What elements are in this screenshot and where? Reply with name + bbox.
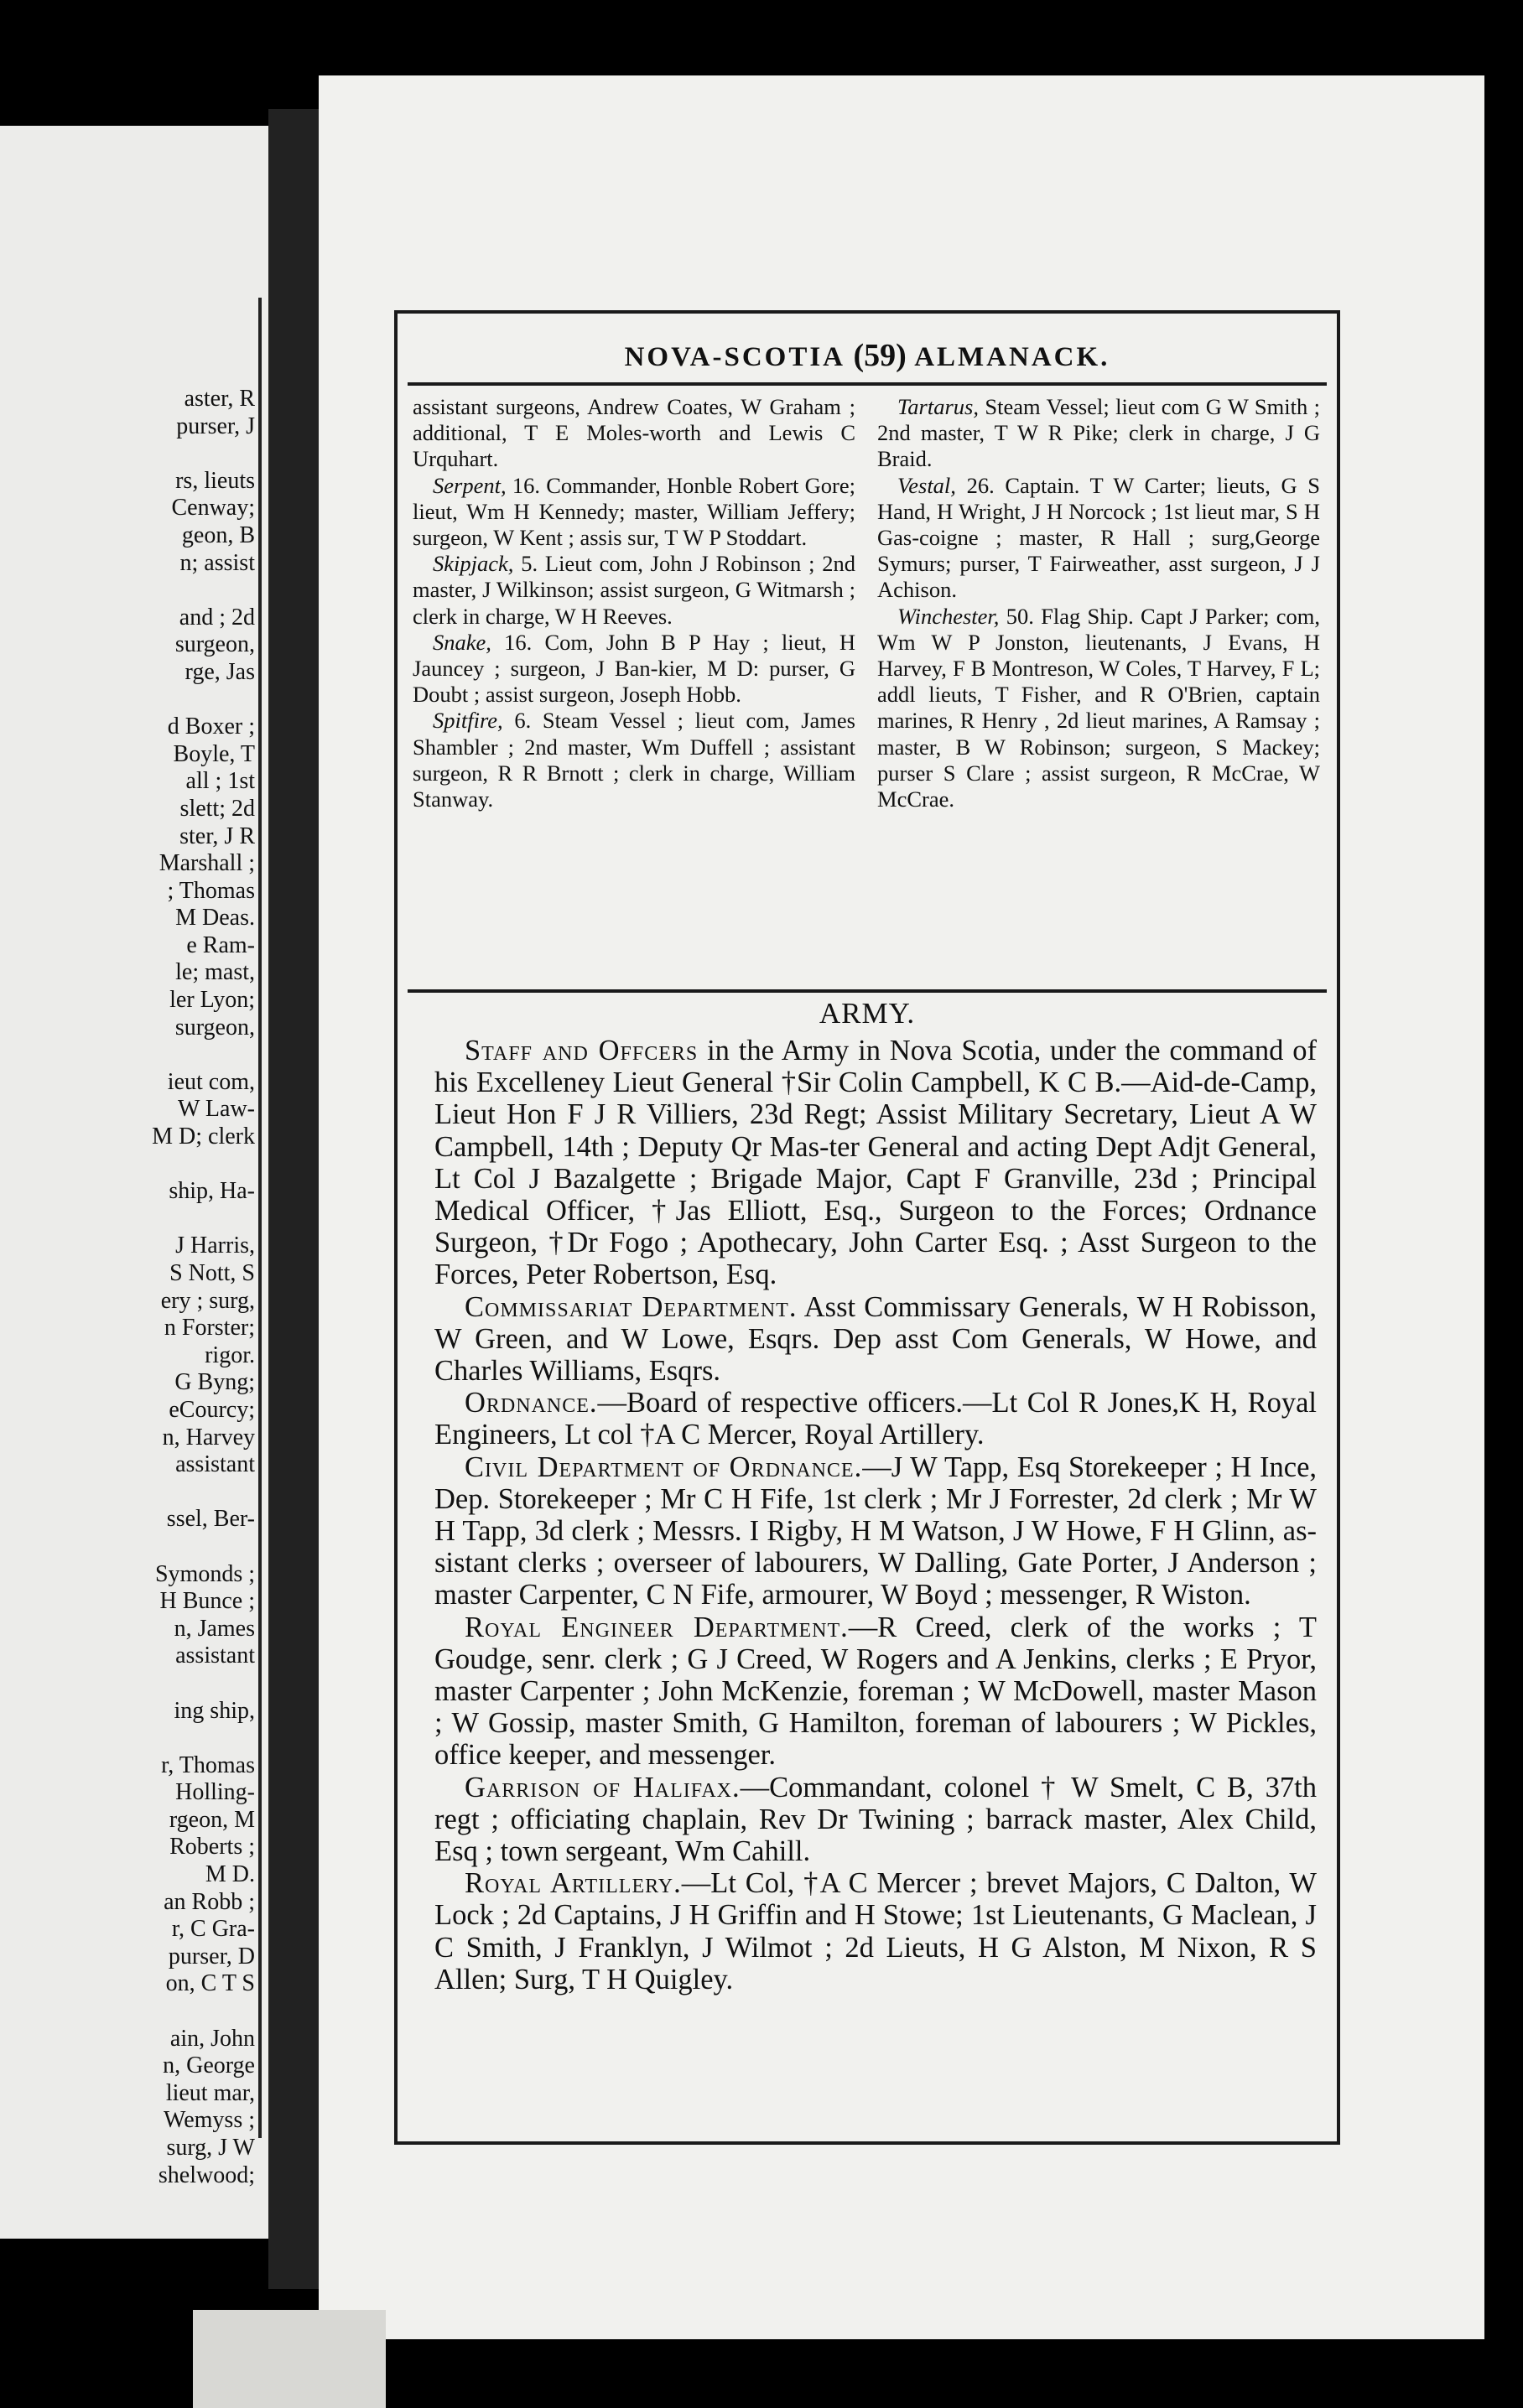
army-paragraph-heading: Royal Artillery. [465, 1867, 682, 1900]
army-paragraph [434, 1772, 1317, 1868]
left-page-line: and ; 2d [179, 604, 255, 631]
left-page-line: ; Thomas [167, 877, 255, 904]
ship-entry-text: 26. Captain. T W Carter; lieuts, G S Hand, H Wright, J H Norcock ; 1st lieut mar, S H Gas-coigne ; master, R Hall ; surg,George Symurs; purser, T Fairweather, asst surgeon, J J Achison. [877, 472, 1320, 603]
ship-entry-text: 16. Com, John B P Hay ; lieut, H Jauncey ; surgeon, J Ban-kier, M D: purser, G Doubt ; assist surgeon, Joseph Hobb. [413, 629, 855, 708]
ship-entry-text: assistant surgeons, Andrew Coates, W Graham ; additional, T E Moles-worth and Lewis C Urquhart. [413, 394, 855, 472]
left-page-line: on, C T S [165, 1970, 255, 1997]
ship-entry [877, 394, 1320, 473]
left-page-line: lieut mar, [165, 2079, 255, 2106]
army-paragraph-heading: Garrison of Halifax. [465, 1771, 741, 1803]
army-paragraph-heading: Ordnance. [465, 1387, 598, 1419]
left-page-line: n Forster; [164, 1315, 255, 1342]
army-paragraph [434, 1387, 1317, 1451]
army-paragraph [434, 1451, 1317, 1611]
left-page-line: aster, R [184, 386, 255, 412]
navy-left-column [413, 394, 855, 812]
ship-entry [413, 551, 855, 630]
army-paragraph-heading: Royal Engineer Department. [465, 1611, 849, 1643]
left-page-line: purser, D [168, 1943, 255, 1969]
left-page-line: assistant [175, 1451, 255, 1478]
left-page-line: ain, John [169, 2025, 255, 2052]
left-page-line: Roberts ; [169, 1834, 255, 1860]
ship-entry-text: 50. Flag Ship. Capt J Parker; com, Wm W P Jonston, lieutenants, J Evans, H Harvey, F B Montreson, W Coles, T Harvey, F L; addl lieuts, T Fisher, and R O'Brien, captain marines, R Henry , 2d lieut marines, A Ramsay ; master, B W Robinson; surgeon, S Mackey; purser S Clare ; assist surgeon, R McCrae, W McCrae. [877, 603, 1320, 812]
left-page-line: all ; 1st [185, 768, 255, 795]
army-paragraph [434, 1867, 1317, 1995]
left-page-line: e Ram- [186, 932, 255, 958]
ship-name: Skipjack, [433, 551, 514, 577]
left-page-line: shelwood; [158, 2161, 255, 2188]
ship-entry [877, 473, 1320, 604]
left-page-line: M Deas. [175, 905, 255, 932]
left-page-line: Holling- [175, 1779, 255, 1806]
left-page-line [3, 1206, 255, 1233]
left-page-line: Marshall ; [159, 850, 255, 877]
left-page-line: J Harris, [175, 1233, 255, 1259]
left-page-line: Wemyss ; [164, 2107, 255, 2134]
section-rule [408, 989, 1327, 993]
left-page-line [3, 1041, 255, 1069]
ship-entry [413, 473, 855, 552]
army-paragraph [434, 1611, 1317, 1772]
army-paragraph-heading: Commissariat Department. [465, 1290, 798, 1323]
left-page-line [3, 440, 255, 468]
army-paragraph-text: —Commandant, colonel † W Smelt, C B, 37th regt ; officiating chaplain, Rev Dr Twining ; barrack master, Alex Child, Esq ; town sergeant, Wm Cahill. [434, 1771, 1317, 1868]
left-page-line: r, C Gra- [171, 1916, 255, 1943]
left-page-line [3, 1670, 255, 1698]
ship-name: Snake, [433, 629, 491, 655]
left-page-line [3, 1998, 255, 2026]
army-paragraph-heading: Civil Department of Ordnance. [465, 1451, 863, 1483]
left-page-line: S Nott, S [169, 1260, 255, 1286]
ship-name: Winchester, [897, 603, 1000, 629]
page-tab [193, 2310, 386, 2408]
army-paragraph-text: —R Creed, clerk of the works ; T Goudge, senr. clerk ; G J Creed, W Rogers and A Jenkins, clerks ; E Pryor, master Carpenter ; John McKenzie, foreman ; W McDowell, master Mason ; W Gossip, master Smith, G Hamilton, foreman of labourers ; W Pickles, office keeper, and messenger. [434, 1611, 1317, 1772]
ship-entry-text: 6. Steam Vessel ; lieut com, James Shambler ; 2nd master, Wm Duffell ; assistant surgeon, R R Brnott ; clerk in charge, William Stanway. [413, 708, 855, 812]
left-page-fragment [0, 126, 268, 2239]
army-paragraph-text: —Lt Col, †A C Mercer ; brevet Majors, C Dalton, W Lock ; 2d Captains, J H Griffin and H Stowe; 1st Lieutenants, G Maclean, J C Smith, J Franklyn, J Wilmot ; 2d Lieuts, H G Alston, M Nixon, R S Allen; Surg, T H Quigley. [434, 1867, 1317, 1995]
almanack-page [319, 75, 1484, 2339]
army-paragraph [434, 1291, 1317, 1388]
ship-entry-text: 16. Commander, Honble Robert Gore; lieut, Wm H Kennedy; master, William Jeffery; surgeon, W Kent ; assis sur, T W P Stoddart. [413, 472, 855, 551]
left-page-line: an Robb ; [164, 1888, 255, 1915]
left-page-line: r, Thomas [161, 1752, 255, 1778]
army-paragraph-text: Asst Commissary Generals, W H Robisson, W Green, and W Lowe, Esqrs. Dep asst Com Generals, W Howe, and Charles Williams, Esqrs. [434, 1290, 1317, 1388]
left-page-line [3, 1479, 255, 1507]
ship-entry [413, 630, 855, 708]
left-page-line: M D; clerk [152, 1124, 255, 1150]
left-page-line: slett; 2d [179, 795, 255, 822]
left-page-line: ster, J R [179, 823, 255, 849]
ship-entry [413, 708, 855, 812]
left-page-line: ieut com, [167, 1068, 255, 1095]
left-page-line: W Law- [178, 1096, 255, 1123]
header-left: NOVA-SCOTIA [624, 342, 845, 372]
left-page-line: Symonds ; [154, 1560, 255, 1587]
left-page-line: surgeon, [174, 631, 255, 658]
left-page-line [3, 1725, 255, 1752]
left-page-line: n; assist [179, 549, 255, 576]
left-page-line: ssel, Ber- [166, 1506, 255, 1533]
army-paragraph [434, 1035, 1317, 1291]
left-page-line: Boyle, T [173, 740, 255, 767]
army-heading: ARMY. [819, 997, 916, 1030]
ship-entry [877, 604, 1320, 813]
page-frame [394, 310, 1340, 2145]
header-rule [408, 382, 1327, 386]
left-page-line: G Byng; [174, 1369, 255, 1396]
left-page-line: assistant [175, 1643, 255, 1669]
header-right: ALMANACK. [914, 342, 1110, 372]
left-page-line: n, James [174, 1615, 255, 1642]
left-page-text [3, 386, 255, 2189]
left-page-line: ship, Ha- [169, 1178, 255, 1205]
left-page-line: rge, Jas [185, 658, 255, 685]
left-page-line [3, 1151, 255, 1179]
ship-name: Serpent, [433, 472, 507, 498]
army-paragraph-text: —J W Tapp, Esq Storekeeper ; H Ince, Dep. Storekeeper ; Mr C H Fife, 1st clerk ; Mr J Forrester, 2d clerk ; Mr W H Tapp, 3d clerk ; Messrs. I Rigby, H M Watson, J W Howe, F H Glinn, as-sistant clerks ; overseer of labourers, W Dalling, Gate Porter, J Anderson ; master Carpenter, C N Fife, armourer, W Boyd ; messenger, R Wiston. [434, 1451, 1318, 1611]
left-page-line: d Boxer ; [167, 714, 255, 740]
left-page-line: M D. [205, 1861, 255, 1888]
page-number: (59) [853, 338, 907, 373]
left-page-line: ery ; surg, [160, 1287, 255, 1314]
army-paragraph-text: —Board of respective officers.—Lt Col R Jones,K H, Royal Engineers, Lt col †A C Mercer, Royal Artillery. [434, 1387, 1317, 1451]
left-page-line: surg, J W [166, 2135, 255, 2161]
left-page-line: surgeon, [174, 1014, 255, 1041]
left-page-line: ler Lyon; [169, 987, 255, 1014]
left-page-line: n, George [163, 2053, 255, 2079]
army-paragraph-text: in the Army in Nova Scotia, under the command of his Excelleney Lieut General †Sir Colin Campbell, K C B.—Aid-de-Camp, Lieut Hon F J R Villiers, 23d Regt; Assist Military Secretary, Lieut A W Campbell, 14th ; Deputy Qr Mas-ter General and acting Dept Adjt General, Lt Col J Bazalgette ; Brigade Major, Capt F Granville, 23d ; Principal Medical Officer, †Jas Elliott, Esq., Surgeon to the Forces; Ordnance Surgeon, †Dr Fogo ; Apothecary, John Carter Esq. ; Asst Surgeon to the Forces, Peter Robertson, Esq. [434, 1035, 1317, 1291]
left-page-line: le; mast, [175, 959, 255, 986]
left-page-line: rigor. [205, 1342, 255, 1368]
left-page-line [3, 1534, 255, 1561]
ship-entry [413, 394, 855, 473]
left-page-line [3, 577, 255, 605]
left-page-line: geon, B [181, 522, 255, 548]
left-page-rule [258, 298, 262, 2138]
left-page-line: eCourcy; [169, 1396, 255, 1423]
ship-entry-text: Steam Vessel; lieut com G W Smith ; 2nd master, T W R Pike; clerk in charge, J G Braid. [877, 394, 1320, 472]
navy-right-column [877, 394, 1320, 812]
army-paragraph-heading: Staff and Offcers [465, 1035, 699, 1066]
running-header [398, 337, 1337, 374]
ship-name: Vestal, [897, 472, 956, 498]
left-page-line: rs, lieuts [175, 467, 255, 494]
army-section [434, 1035, 1317, 1995]
book-gutter [268, 109, 319, 2289]
left-page-line: purser, J [176, 413, 255, 439]
ship-name: Spitfire, [433, 708, 503, 734]
left-page-line: H Bunce ; [159, 1588, 255, 1615]
left-page-line: rgeon, M [169, 1806, 255, 1833]
left-page-line: ing ship, [174, 1697, 255, 1724]
ship-name: Tartarus, [897, 394, 979, 419]
ship-entry-text: 5. Lieut com, John J Robinson ; 2nd master, J Wilkinson; assist surgeon, G Witmarsh ; clerk in charge, W H Reeves. [413, 551, 855, 629]
left-page-line: n, Harvey [162, 1424, 255, 1451]
left-page-line [3, 687, 255, 714]
left-page-line: Cenway; [171, 495, 255, 522]
